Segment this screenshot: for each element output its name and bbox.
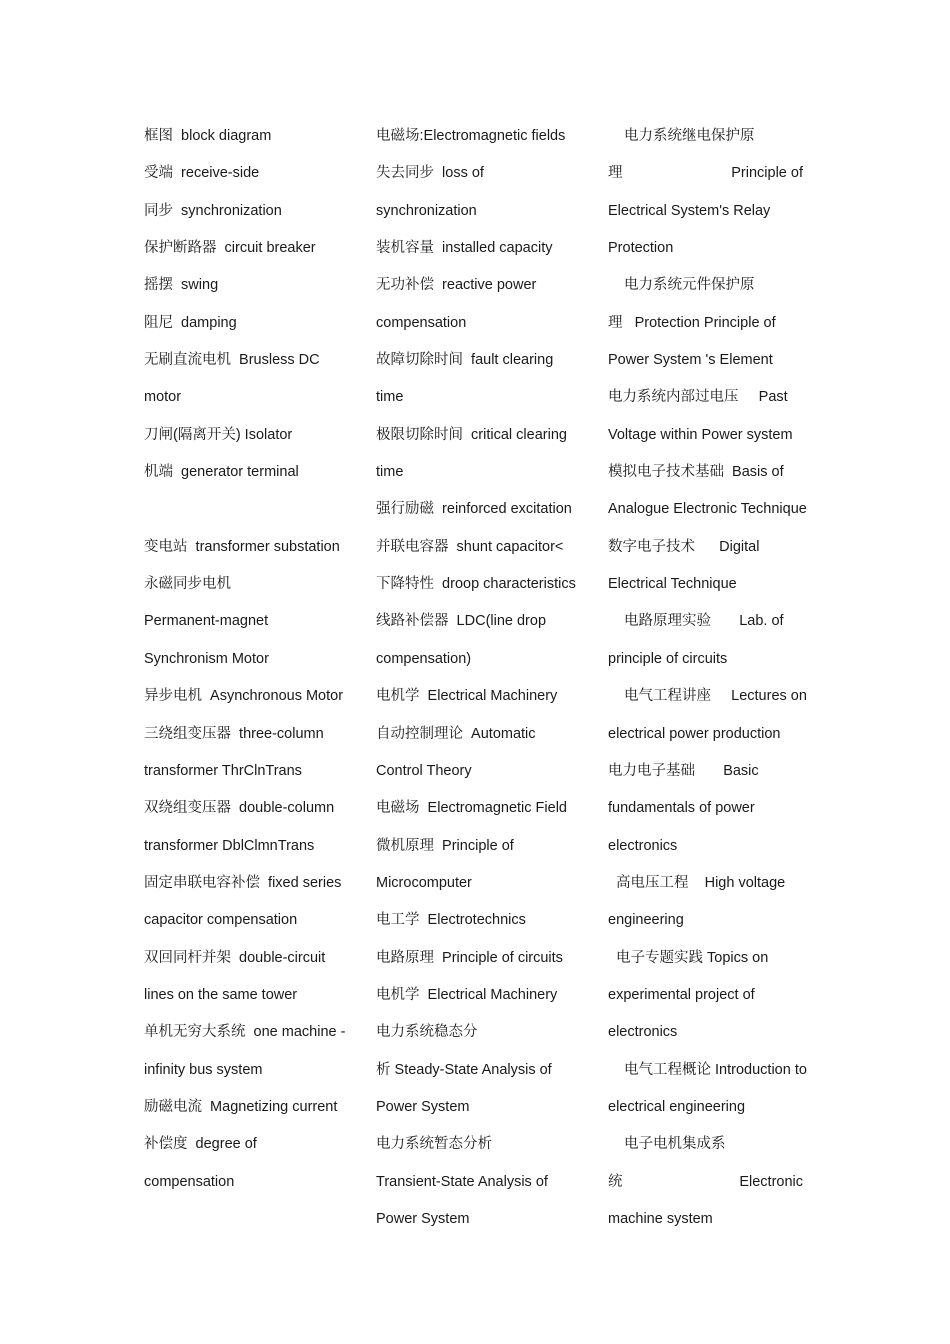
text-line: lines on the same tower — [144, 986, 298, 1003]
text-line: 电子电机集成系 — [624, 1136, 726, 1153]
text-line: 电力系统内部过电压 Past — [608, 389, 788, 406]
text-line: fundamentals of power — [608, 800, 755, 817]
text-line: 电力系统继电保护原 — [624, 128, 755, 144]
text-line: experimental project of — [608, 986, 755, 1003]
text-line: machine system — [608, 1210, 713, 1227]
text-line: 线路补偿器 LDC(line drop — [376, 613, 547, 630]
text-line: time — [376, 389, 404, 406]
text-line: Power System 's Element — [608, 352, 773, 369]
column-3 — [608, 118, 823, 1238]
text-line: 自动控制理论 Automatic — [376, 725, 536, 742]
text-line: Analogue Electronic Technique — [608, 501, 807, 518]
text-line: 高电压工程 High voltage — [616, 874, 786, 891]
text-line: 数字电子技术 Digital — [608, 538, 760, 555]
text-line: 并联电容器 shunt capacitor< — [376, 538, 564, 555]
text-line: 微机原理 Principle of — [376, 837, 514, 854]
text-line: 模拟电子技术基础 Basis of — [608, 464, 784, 481]
text-line — [608, 155, 823, 192]
text-line: Control Theory — [376, 762, 472, 779]
text-line: transformer DblClmnTrans — [144, 837, 315, 854]
text-line: Microcomputer — [376, 874, 472, 891]
text-line: transformer ThrClnTrans — [144, 762, 302, 779]
text-line: 电力系统元件保护原 — [624, 277, 755, 294]
text-line: 无刷直流电机 Brusless DC — [144, 352, 320, 369]
text-line: 异步电机 Asynchronous Motor — [144, 688, 344, 705]
text-line: 单机无穷大系统 one machine - — [144, 1024, 346, 1041]
text-line: 极限切除时间 critical clearing — [376, 426, 567, 443]
text-line: 框图 block diagram — [144, 128, 272, 144]
text-line: Permanent-magnet — [144, 613, 269, 630]
text-line: Power System — [376, 1210, 470, 1227]
text-line: 变电站 transformer substation — [144, 538, 340, 555]
text-line — [144, 491, 359, 528]
text-line: 电路原理 Principle of circuits — [376, 949, 563, 966]
text-line: compensation — [144, 1173, 235, 1190]
text-line: Electrical Technique — [608, 576, 737, 593]
text-line: electronics — [608, 837, 678, 854]
text-line: 电工学 Electrotechnics — [376, 912, 526, 929]
text-line: time — [376, 464, 404, 481]
text-line: 强行励磁 reinforced excitation — [376, 501, 572, 518]
text-segment: Principle of — [731, 165, 803, 182]
text-line: Power System — [376, 1098, 470, 1115]
text-line: 电子专题实践 Topics on — [616, 949, 769, 966]
text-line: Voltage within Power system — [608, 426, 793, 443]
text-line: infinity bus system — [144, 1061, 263, 1078]
text-line: 受端 receive-side — [144, 165, 260, 182]
text-line: 下降特性 droop characteristics — [376, 576, 576, 593]
text-line: 双回同杆并架 double-circuit — [144, 949, 326, 966]
text-line: 无功补偿 reactive power — [376, 277, 537, 294]
text-line: motor — [144, 389, 182, 406]
text-line: compensation — [376, 314, 467, 331]
text-line: engineering — [608, 912, 684, 929]
text-line: 电气工程概论 Introduction to — [624, 1061, 807, 1078]
text-line: Electrical System's Relay — [608, 202, 771, 219]
text-line: electrical engineering — [608, 1098, 746, 1115]
text-line: 阻尼 damping — [144, 314, 237, 331]
text-line: 理 Protection Principle of — [608, 314, 776, 331]
text-line: 析 Steady-State Analysis of — [376, 1061, 552, 1078]
column-1 — [144, 118, 359, 1201]
text-line: 三绕组变压器 three-column — [144, 725, 324, 742]
column-2 — [376, 118, 591, 1238]
text-line: 电力电子基础 Basic — [608, 762, 759, 779]
text-line: capacitor compensation — [144, 912, 298, 929]
text-line: 保护断路器 circuit breaker — [144, 240, 316, 257]
text-line: 电机学 Electrical Machinery — [376, 986, 558, 1003]
text-line: 装机容量 installed capacity — [376, 240, 553, 257]
text-line: 机端 generator terminal — [144, 464, 299, 481]
text-line: 电磁场:Electromagnetic fields — [376, 128, 566, 144]
text-line: 电气工程讲座 Lectures on — [624, 688, 807, 705]
text-line — [608, 1164, 823, 1201]
text-line: 电力系统稳态分 — [376, 1024, 478, 1041]
text-segment: 统 — [608, 1173, 623, 1190]
text-line: 刀闸(隔离开关) Isolator — [144, 426, 293, 443]
text-line: 故障切除时间 fault clearing — [376, 352, 554, 369]
text-segment: 理 — [608, 165, 623, 182]
text-line: 励磁电流 Magnetizing current — [144, 1098, 338, 1115]
text-line: synchronization — [376, 202, 477, 219]
text-segment: Electronic — [739, 1173, 803, 1190]
text-line: 失去同步 loss of — [376, 165, 484, 182]
text-line: 固定串联电容补偿 fixed series — [144, 874, 342, 891]
text-line: Synchronism Motor — [144, 650, 269, 667]
text-line: 双绕组变压器 double-column — [144, 800, 335, 817]
text-line: 电力系统暂态分析 — [376, 1136, 492, 1153]
text-line: 电机学 Electrical Machinery — [376, 688, 558, 705]
text-line: principle of circuits — [608, 650, 728, 667]
text-line: Transient-State Analysis of — [376, 1173, 548, 1190]
text-line: 电路原理实验 Lab. of — [624, 613, 784, 630]
text-line: 摇摆 swing — [144, 277, 219, 294]
text-line: 永磁同步电机 — [144, 576, 231, 593]
text-line: 电磁场 Electromagnetic Field — [376, 800, 567, 817]
text-line: electronics — [608, 1024, 678, 1041]
text-line: Protection — [608, 240, 674, 257]
text-line: electrical power production — [608, 725, 781, 742]
text-line: 同步 synchronization — [144, 202, 282, 219]
text-line: compensation) — [376, 650, 472, 667]
text-line: 补偿度 degree of — [144, 1136, 257, 1153]
